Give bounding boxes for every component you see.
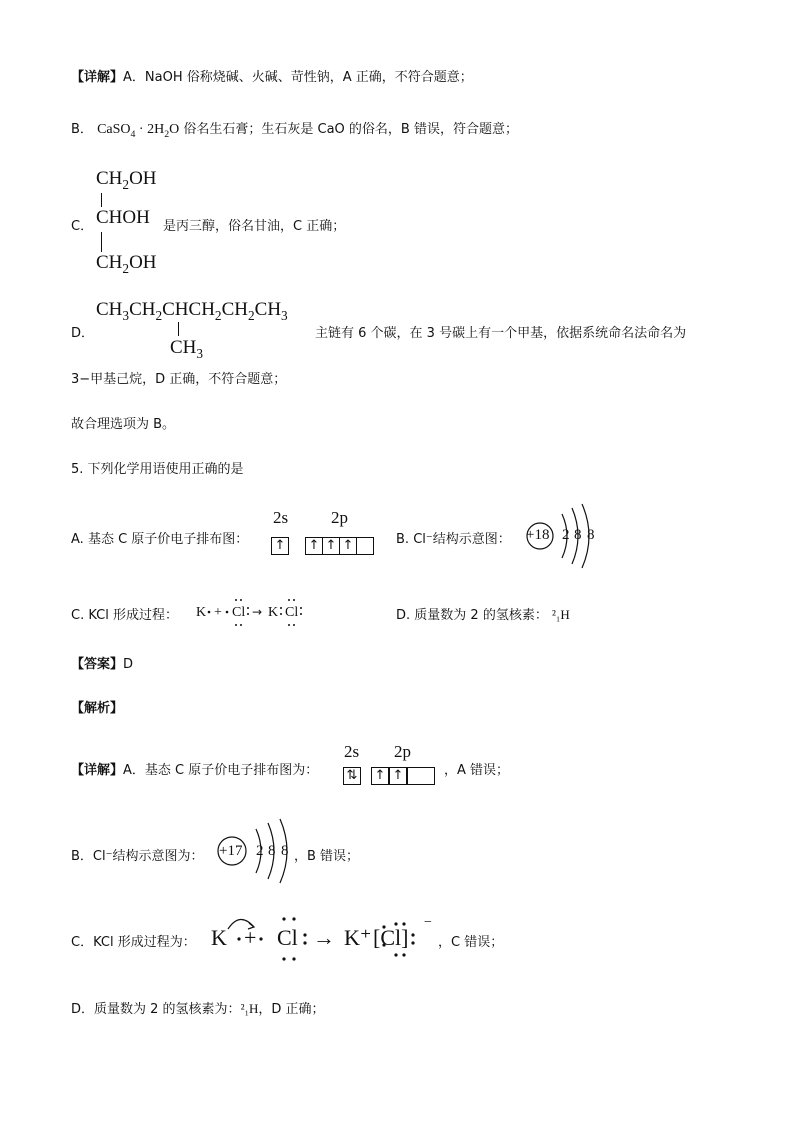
option-b-label: B. bbox=[396, 532, 410, 547]
bond-line bbox=[101, 193, 102, 207]
nucleus-charge: +18 bbox=[526, 527, 550, 543]
orbital-2p-label: 2p bbox=[331, 508, 348, 527]
shell-electrons: 8 bbox=[281, 843, 289, 859]
explain-b bbox=[71, 845, 203, 864]
kcl-formation-equation bbox=[196, 596, 326, 630]
plus-sign: + bbox=[244, 925, 257, 950]
explain-c-text: KCl 形成过程为： bbox=[93, 935, 196, 950]
explain-b-tail: ，B 错误； bbox=[294, 849, 360, 864]
detail-b-line bbox=[71, 118, 518, 138]
chloride-ion: [Cl] bbox=[373, 925, 409, 950]
orbital-2s-label: 2s bbox=[273, 508, 289, 527]
explain-b-text: Cl⁻结构示意图为： bbox=[92, 849, 204, 864]
question-text: 下列化学用语使用正确的是 bbox=[87, 462, 244, 477]
explain-c-tail: ，C 错误； bbox=[438, 935, 504, 950]
svg-text:Cl: Cl bbox=[285, 605, 299, 620]
hydrogen-nuclide: ²₁H bbox=[240, 1001, 259, 1016]
answer-tag: 【答案】 bbox=[71, 657, 124, 672]
gypsum-formula: CaSO$_4$ · $2H_2O$ bbox=[97, 122, 180, 140]
explain-a bbox=[71, 759, 318, 778]
svg-text:K: K bbox=[196, 605, 207, 620]
analysis-tag: 【解析】 bbox=[71, 701, 124, 716]
chlorine-symbol: Cl bbox=[277, 925, 298, 950]
explain-d-text: 质量数为 2 的氢核素为： bbox=[94, 1002, 241, 1017]
answer-line bbox=[71, 653, 133, 672]
glycerol-line3: $CH_2OH$ bbox=[96, 252, 157, 276]
answer-value: D bbox=[123, 657, 134, 672]
orbital-box-2p: ↑ bbox=[339, 537, 357, 555]
nucleus-charge: +17 bbox=[219, 843, 243, 859]
bond-line bbox=[101, 232, 102, 252]
option-b-text: Cl⁻结构示意图： bbox=[413, 532, 511, 547]
question-number: 5. bbox=[71, 462, 84, 477]
option-c bbox=[71, 604, 178, 623]
detail-a-line bbox=[71, 66, 473, 85]
hydrogen-nuclide: ²₁H bbox=[551, 607, 570, 622]
option-c-text: KCl 形成过程： bbox=[88, 608, 178, 623]
detail-tag: 【详解】 bbox=[71, 763, 124, 778]
explain-c bbox=[71, 931, 196, 950]
methyl-branch: $CH_3$ bbox=[170, 337, 204, 361]
option-a-text: 基态 C 原子价电子排布图： bbox=[87, 532, 249, 547]
explain-a-text: A．基态 C 原子价电子排布图为： bbox=[123, 763, 319, 778]
orbital-box-2p: ↑ bbox=[305, 537, 323, 555]
option-d-label: D. bbox=[396, 608, 411, 623]
explain-c-prefix: C． bbox=[71, 935, 94, 950]
explain-d-prefix: D． bbox=[71, 1002, 95, 1017]
hexane-main-chain: $CH_3CH_2CHCH_2CH_2CH_3$ bbox=[96, 299, 288, 323]
explain-a-tail: ，A 错误； bbox=[444, 763, 510, 778]
potassium-ion: K⁺ bbox=[344, 925, 372, 950]
glycerol-line2: CHOH bbox=[96, 207, 150, 228]
shell-electrons: 8 bbox=[574, 527, 582, 543]
option-b bbox=[396, 528, 511, 547]
orbital-2s-label: 2s bbox=[344, 742, 360, 761]
explain-b-prefix: B． bbox=[71, 849, 93, 864]
svg-text:K: K bbox=[268, 605, 279, 620]
svg-text:Cl: Cl bbox=[232, 605, 246, 620]
orbital-2p-label: 2p bbox=[394, 742, 411, 761]
orbital-box-2p: ↑ bbox=[389, 767, 407, 785]
detail-b-prefix: B． bbox=[71, 122, 93, 137]
detail-c-text: 是丙三醇，俗名甘油，C 正确； bbox=[163, 219, 346, 234]
orbital-box-2p: ↑ bbox=[371, 767, 389, 785]
potassium-symbol: K bbox=[211, 925, 227, 950]
orbital-box-2p: ↑ bbox=[322, 537, 340, 555]
reaction-arrow: → bbox=[313, 925, 335, 950]
orbital-box-2p-empty bbox=[407, 767, 435, 785]
bond-line bbox=[178, 322, 179, 336]
glycerol-line1: $CH_2OH$ bbox=[96, 168, 157, 192]
explain-d-tail: ，D 正确； bbox=[258, 1002, 325, 1017]
orbital-box-2p-empty bbox=[356, 537, 374, 555]
shell-electrons: 2 bbox=[562, 527, 570, 543]
shell-electrons: 8 bbox=[587, 527, 595, 543]
orbital-box-2s: ⇅ bbox=[343, 767, 361, 785]
detail-b-text: 俗名生石膏；生石灰是 CaO 的俗名，B 错误，符合题意； bbox=[183, 122, 518, 137]
shell-electrons: 2 bbox=[256, 843, 264, 859]
detail-tag: 【详解】 bbox=[71, 70, 124, 85]
svg-text:→: → bbox=[252, 605, 263, 619]
option-d-text: 质量数为 2 的氢核素： bbox=[414, 608, 548, 623]
detail-a-text: A．NaOH 俗称烧碱、火碱、苛性钠，A 正确，不符合题意； bbox=[123, 70, 473, 85]
option-a bbox=[71, 528, 248, 547]
orbital-box-2s: ↑ bbox=[271, 537, 289, 555]
ion-charge: − bbox=[424, 915, 432, 930]
explain-d bbox=[71, 998, 325, 1017]
option-c-label: C. bbox=[71, 608, 85, 623]
option-d bbox=[396, 604, 570, 623]
svg-text:+: + bbox=[214, 605, 222, 620]
detail-d-text2: 3−甲基己烷，D 正确，不符合题意； bbox=[71, 372, 287, 387]
detail-c-prefix: C． bbox=[71, 219, 94, 234]
conclusion: 故合理选项为 B。 bbox=[71, 417, 176, 432]
option-a-label: A. bbox=[71, 532, 84, 547]
detail-d-prefix: D． bbox=[71, 326, 95, 341]
detail-d-text: 主链有 6 个碳，在 3 号碳上有一个甲基，依据系统命名法命名为 bbox=[315, 326, 687, 341]
shell-electrons: 8 bbox=[268, 843, 276, 859]
question-stem bbox=[71, 458, 244, 477]
